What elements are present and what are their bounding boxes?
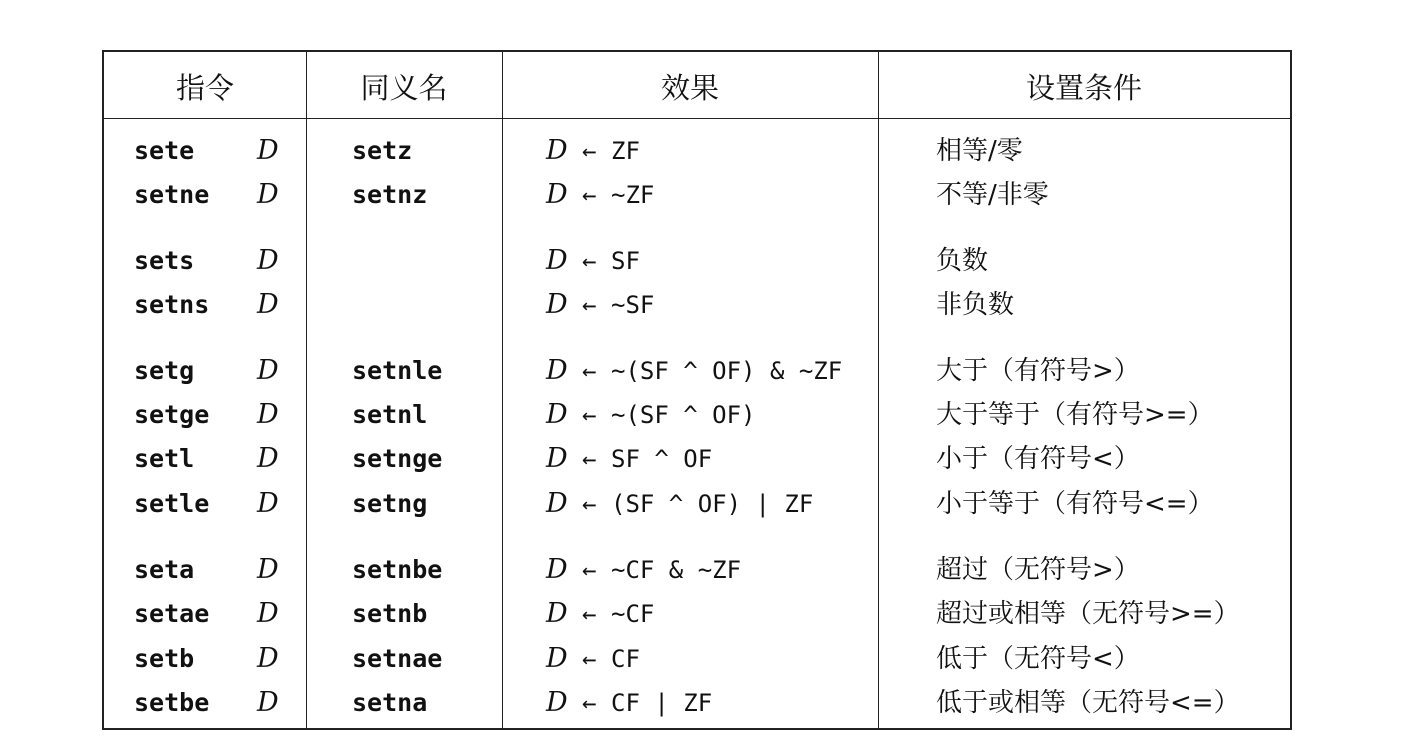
synonym-name: setnbe — [352, 555, 443, 584]
set-condition: 大于（有符号>） — [936, 356, 1140, 386]
effect-assignment: ← ~(SF ^ OF) & ~ZF — [582, 357, 843, 385]
table-row — [104, 683, 1290, 723]
instruction-operand: D — [257, 355, 279, 386]
effect-destination: D — [546, 687, 568, 718]
effect-expression — [546, 639, 640, 679]
effect-assignment: ← CF — [582, 645, 640, 673]
effect-expression — [546, 131, 640, 171]
instruction-name: setge — [134, 400, 210, 429]
effect-expression — [546, 241, 640, 281]
synonym-name: setnl — [352, 400, 428, 429]
instruction-operand: D — [257, 488, 279, 519]
synonym-name: setz — [352, 136, 413, 165]
set-condition: 不等/非零 — [936, 180, 1049, 210]
effect-assignment: ← ZF — [582, 137, 640, 165]
instruction-name: setns — [134, 290, 210, 319]
instruction-operand: D — [257, 245, 279, 276]
table-row — [104, 131, 1290, 171]
instruction-name: setb — [134, 644, 195, 673]
instruction-operand: D — [257, 687, 279, 718]
synonym-name: setnae — [352, 644, 443, 673]
table-row — [104, 241, 1290, 281]
header-condition: 设置条件 — [1025, 71, 1142, 105]
effect-expression — [546, 550, 741, 590]
set-condition: 超过（无符号>） — [936, 555, 1140, 585]
effect-assignment: ← (SF ^ OF) | ZF — [582, 490, 814, 518]
set-condition: 低于或相等（无符号<=） — [936, 688, 1240, 718]
instruction-name: sets — [134, 246, 195, 275]
effect-destination: D — [546, 289, 568, 320]
effect-destination: D — [546, 399, 568, 430]
effect-expression — [546, 395, 756, 435]
effect-destination: D — [546, 488, 568, 519]
effect-destination: D — [546, 643, 568, 674]
effect-expression — [546, 175, 654, 215]
table-row — [104, 285, 1290, 325]
set-condition: 低于（无符号<） — [936, 644, 1140, 674]
table-row — [104, 639, 1290, 679]
set-condition: 大于等于（有符号>=） — [936, 400, 1214, 430]
table-row — [104, 594, 1290, 634]
effect-destination: D — [546, 355, 568, 386]
instruction-name: setae — [134, 599, 210, 628]
instruction-name: setbe — [134, 688, 210, 717]
synonym-name: setnz — [352, 180, 428, 209]
header-synonym: 同义名 — [360, 71, 448, 105]
instruction-operand: D — [257, 135, 279, 166]
table-row — [104, 175, 1290, 215]
instruction-name: sete — [134, 136, 195, 165]
synonym-name: setna — [352, 688, 428, 717]
table-row — [104, 395, 1290, 435]
set-condition: 相等/零 — [936, 136, 1023, 166]
instruction-name: setne — [134, 180, 210, 209]
set-condition: 小于（有符号<） — [936, 444, 1140, 474]
instruction-operand: D — [257, 399, 279, 430]
effect-destination: D — [546, 554, 568, 585]
effect-assignment: ← ~SF — [582, 291, 655, 319]
effect-assignment: ← ~ZF — [582, 181, 655, 209]
effect-expression — [546, 484, 813, 524]
effect-expression — [546, 439, 712, 479]
synonym-name: setnle — [352, 356, 443, 385]
table-row — [104, 484, 1290, 524]
synonym-name: setnge — [352, 444, 443, 473]
effect-assignment: ← ~(SF ^ OF) — [582, 401, 756, 429]
effect-assignment: ← ~CF — [582, 600, 655, 628]
instruction-operand: D — [257, 598, 279, 629]
header-effect: 效果 — [660, 71, 719, 105]
instruction-name: setle — [134, 489, 210, 518]
effect-assignment: ← CF | ZF — [582, 689, 713, 717]
instruction-name: seta — [134, 555, 195, 584]
effect-assignment: ← SF ^ OF — [582, 445, 713, 473]
set-instructions-table — [102, 50, 1292, 730]
set-condition: 小于等于（有符号<=） — [936, 489, 1214, 519]
synonym-name: setng — [352, 489, 428, 518]
effect-assignment: ← ~CF & ~ZF — [582, 556, 742, 584]
effect-destination: D — [546, 443, 568, 474]
effect-destination: D — [546, 245, 568, 276]
effect-expression — [546, 351, 842, 391]
instruction-operand: D — [257, 443, 279, 474]
effect-destination: D — [546, 598, 568, 629]
instruction-operand: D — [257, 554, 279, 585]
effect-assignment: ← SF — [582, 247, 640, 275]
header-instruction: 指令 — [175, 71, 234, 105]
table-row — [104, 439, 1290, 479]
set-condition: 超过或相等（无符号>=） — [936, 599, 1240, 629]
effect-expression — [546, 285, 654, 325]
effect-expression — [546, 683, 712, 723]
instruction-operand: D — [257, 179, 279, 210]
header-divider — [104, 118, 1290, 119]
instruction-name: setg — [134, 356, 195, 385]
effect-expression — [546, 594, 654, 634]
synonym-name: setnb — [352, 599, 428, 628]
set-condition: 负数 — [936, 246, 989, 276]
effect-destination: D — [546, 135, 568, 166]
table-row — [104, 351, 1290, 391]
table-row — [104, 550, 1290, 590]
set-condition: 非负数 — [936, 290, 1015, 320]
instruction-operand: D — [257, 289, 279, 320]
instruction-operand: D — [257, 643, 279, 674]
instruction-name: setl — [134, 444, 195, 473]
effect-destination: D — [546, 179, 568, 210]
